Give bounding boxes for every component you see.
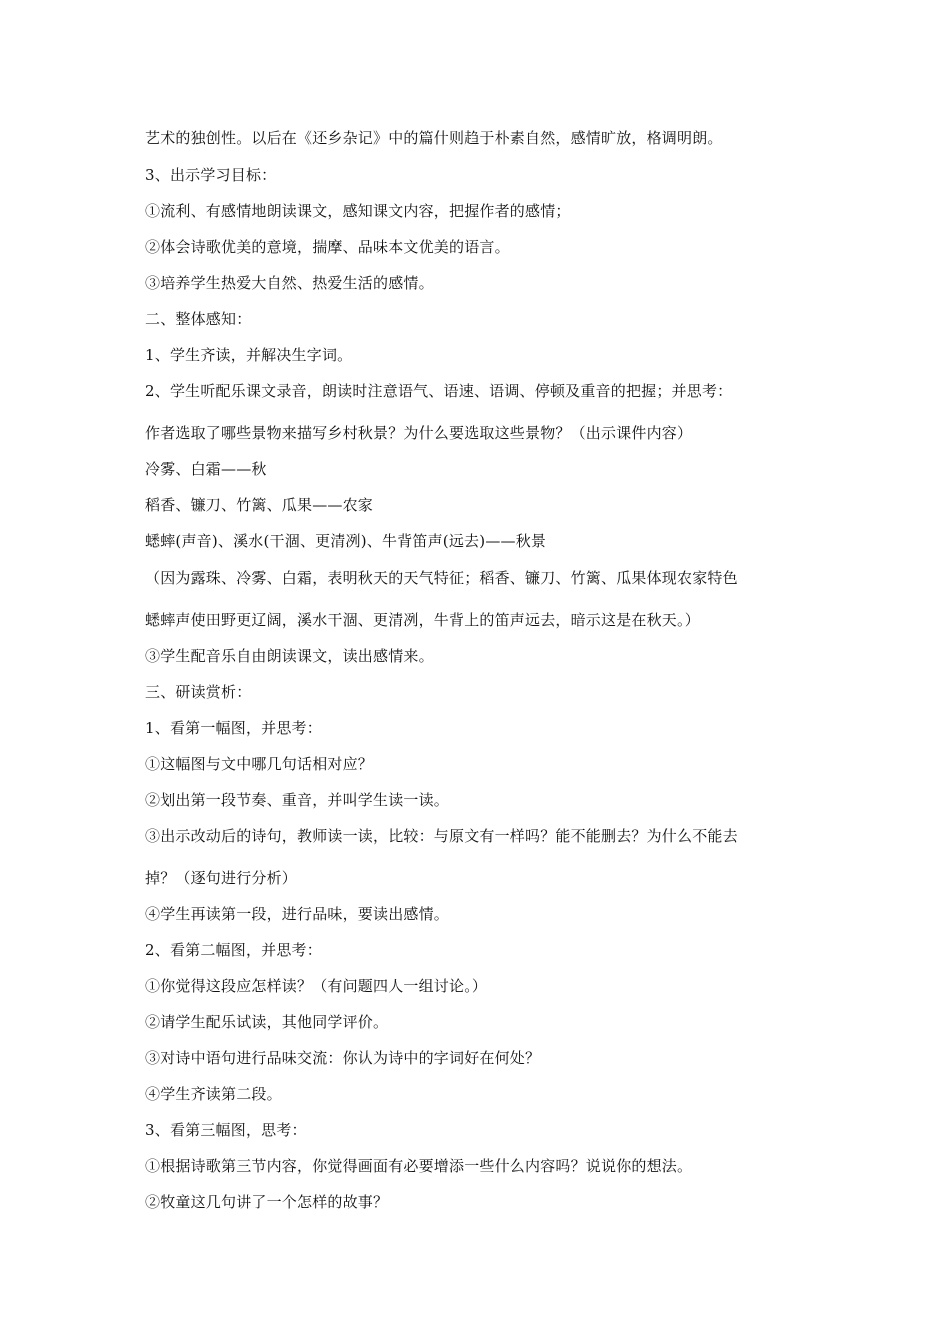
- text-line: 蟋蟀声使田野更辽阔，溪水干涸、更清冽，牛背上的笛声远去，暗示这是在秋天。）: [145, 611, 700, 629]
- text-line: ①这幅图与文中哪几句话相对应？: [145, 755, 374, 773]
- text-line: ②牧童这几句讲了一个怎样的故事？: [145, 1193, 389, 1211]
- text-line: 3、出示学习目标：: [145, 166, 277, 184]
- text-line: ①你觉得这段应怎样读？（有问题四人一组讨论。）: [145, 977, 488, 995]
- text-line: ④学生再读第一段，进行品味，要读出感情。: [145, 905, 450, 923]
- text-line: 2、学生听配乐课文录音，朗读时注意语气、语速、语调、停顿及重音的把握；并思考：: [145, 382, 733, 400]
- text-line: 1、学生齐读，并解决生字词。: [145, 346, 353, 364]
- text-line: ①根据诗歌第三节内容，你觉得画面有必要增添一些什么内容吗？说说你的想法。: [145, 1157, 693, 1175]
- text-line: （因为露珠、冷雾、白霜，表明秋天的天气特征；稻香、镰刀、竹篱、瓜果体现农家特色: [145, 569, 738, 587]
- text-line: ①流利、有感情地朗读课文，感知课文内容，把握作者的感情；: [145, 202, 571, 220]
- text-line: ②请学生配乐试读，其他同学评价。: [145, 1013, 389, 1031]
- text-line: 2、看第二幅图，并思考：: [145, 941, 322, 959]
- text-line: 掉？（逐句进行分析）: [145, 869, 298, 887]
- text-line: 艺术的独创性。以后在《还乡杂记》中的篇什则趋于朴素自然，感情旷放，格调明朗。: [145, 129, 723, 147]
- text-line: ②划出第一段节奏、重音，并叫学生读一读。: [145, 791, 450, 809]
- text-line: ③学生配音乐自由朗读课文，读出感情来。: [145, 647, 434, 665]
- text-line: ③培养学生热爱大自然、热爱生活的感情。: [145, 274, 434, 292]
- text-line: ③对诗中语句进行品味交流：你认为诗中的字词好在何处？: [145, 1049, 541, 1067]
- text-line: 1、看第一幅图，并思考：: [145, 719, 322, 737]
- text-line: 3、看第三幅图，思考：: [145, 1121, 307, 1139]
- text-line: ④学生齐读第二段。: [145, 1085, 282, 1103]
- section-heading: 二、整体感知：: [145, 310, 252, 328]
- section-heading: 三、研读赏析：: [145, 683, 252, 701]
- text-line: 稻香、镰刀、竹篱、瓜果——农家: [145, 496, 374, 514]
- text-line: 冷雾、白霜——秋: [145, 460, 267, 478]
- text-line: 作者选取了哪些景物来描写乡村秋景？为什么要选取这些景物？（出示课件内容）: [145, 424, 693, 442]
- text-line: ②体会诗歌优美的意境，揣摩、品味本文优美的语言。: [145, 238, 510, 256]
- text-line: ③出示改动后的诗句，教师读一读，比较：与原文有一样吗？能不能删去？为什么不能去: [145, 827, 738, 845]
- text-line: 蟋蟀(声音)、溪水(干涸、更清冽)、牛背笛声(远去)——秋景: [145, 532, 547, 550]
